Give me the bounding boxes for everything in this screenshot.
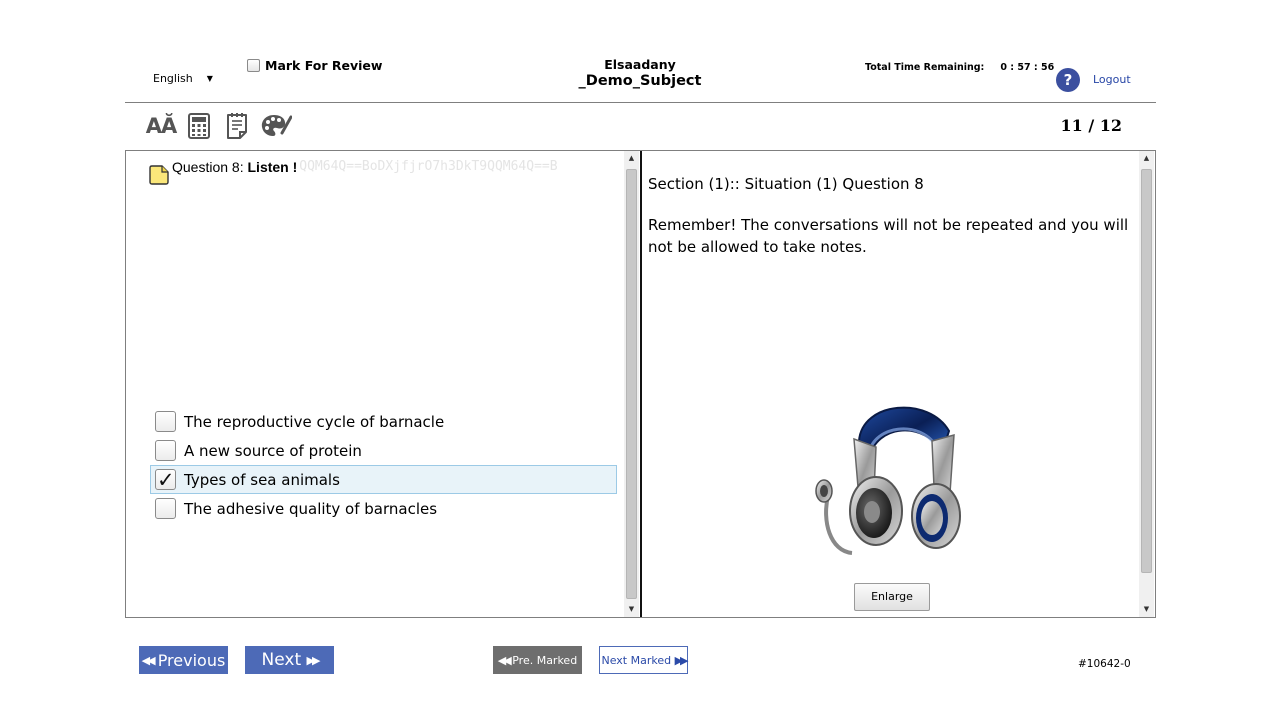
question-header <box>148 159 558 186</box>
enlarge-button[interactable]: Enlarge <box>854 583 930 611</box>
next-button[interactable] <box>245 646 334 674</box>
scroll-up-arrow-icon[interactable]: ▲ <box>628 154 635 162</box>
answer-option-1[interactable] <box>150 407 617 436</box>
scroll-thumb[interactable] <box>1141 169 1152 573</box>
answer-option-3[interactable] <box>150 465 617 494</box>
calculator-icon[interactable] <box>187 112 211 140</box>
double-chevron-left-icon: ◀◀ <box>497 653 509 667</box>
next-label: Next <box>261 650 302 670</box>
question-label <box>172 159 297 175</box>
time-remaining <box>865 62 1054 73</box>
watermark-text: QQM64Q==BoDXjfjrO7h3DkT9QQM64Q==B <box>299 159 558 174</box>
answer-checkbox-4[interactable] <box>155 498 176 519</box>
sticky-note-icon[interactable] <box>148 164 170 186</box>
passage-pane <box>642 151 1139 617</box>
answer-checkbox-1[interactable] <box>155 411 176 432</box>
next-marked-label: Next Marked <box>601 653 672 667</box>
answer-option-2[interactable] <box>150 436 617 465</box>
section-title: Section (1):: Situation (1) Question 8 <box>648 175 924 193</box>
question-prefix: Question 8: <box>172 159 248 175</box>
answer-text-1: The reproductive cycle of barnacle <box>184 412 445 431</box>
next-marked-button[interactable] <box>599 646 688 674</box>
scroll-thumb[interactable] <box>626 169 637 599</box>
passage-text: Remember! The conversations will not be repeated and you will not be allowed to take notes. <box>648 216 1129 256</box>
scroll-up-arrow-icon[interactable]: ▲ <box>1143 154 1150 162</box>
notepad-icon[interactable] <box>224 112 250 140</box>
language-value: English <box>153 72 193 85</box>
double-chevron-right-icon: ▶▶ <box>674 653 686 667</box>
exam-title-line1: Elsaadany <box>604 57 676 72</box>
previous-marked-button[interactable] <box>493 646 582 674</box>
help-icon[interactable]: ? <box>1056 68 1080 92</box>
mark-for-review-checkbox[interactable] <box>247 58 382 73</box>
headset-icon <box>814 391 964 571</box>
previous-button[interactable] <box>139 646 228 674</box>
previous-label: Previous <box>157 650 226 670</box>
time-remaining-value: 0 : 57 : 56 <box>1000 62 1055 73</box>
answer-text-4: The adhesive quality of barnacles <box>184 499 438 518</box>
answer-option-4[interactable] <box>150 494 617 523</box>
content-area <box>125 150 1156 618</box>
chevron-down-icon: ▼ <box>206 74 213 83</box>
answer-text-2: A new source of protein <box>184 441 362 460</box>
time-remaining-label: Total Time Remaining: <box>865 62 985 73</box>
checkmark-icon: ✓ <box>157 468 175 492</box>
logout-link[interactable]: Logout <box>1093 73 1131 86</box>
passage-pane-scrollbar[interactable] <box>1139 151 1154 617</box>
color-palette-icon[interactable] <box>260 112 292 140</box>
mark-review-label: Mark For Review <box>265 58 383 73</box>
question-title: Listen ! <box>247 159 298 175</box>
language-select[interactable] <box>153 72 213 85</box>
exam-title-line2: _Demo_Subject <box>578 73 702 89</box>
answer-options <box>150 407 617 523</box>
question-progress: 11 / 12 <box>1060 116 1122 135</box>
answer-checkbox-3[interactable] <box>155 469 176 490</box>
scroll-down-arrow-icon[interactable]: ▼ <box>628 605 635 613</box>
reference-code: #10642-0 <box>1078 658 1131 670</box>
double-chevron-right-icon: ▶▶ <box>306 653 318 667</box>
header-divider <box>125 102 1156 103</box>
answer-checkbox-2[interactable] <box>155 440 176 461</box>
pre-marked-label: Pre. Marked <box>512 653 578 667</box>
question-pane-scrollbar[interactable] <box>624 151 639 617</box>
exam-title <box>540 57 740 89</box>
question-pane <box>126 151 624 617</box>
answer-text-3: Types of sea animals <box>184 470 340 489</box>
scroll-down-arrow-icon[interactable]: ▼ <box>1143 605 1150 613</box>
double-chevron-left-icon: ◀◀ <box>141 653 153 667</box>
font-size-icon[interactable]: AĂ <box>145 114 177 138</box>
mark-review-box[interactable] <box>247 59 260 72</box>
